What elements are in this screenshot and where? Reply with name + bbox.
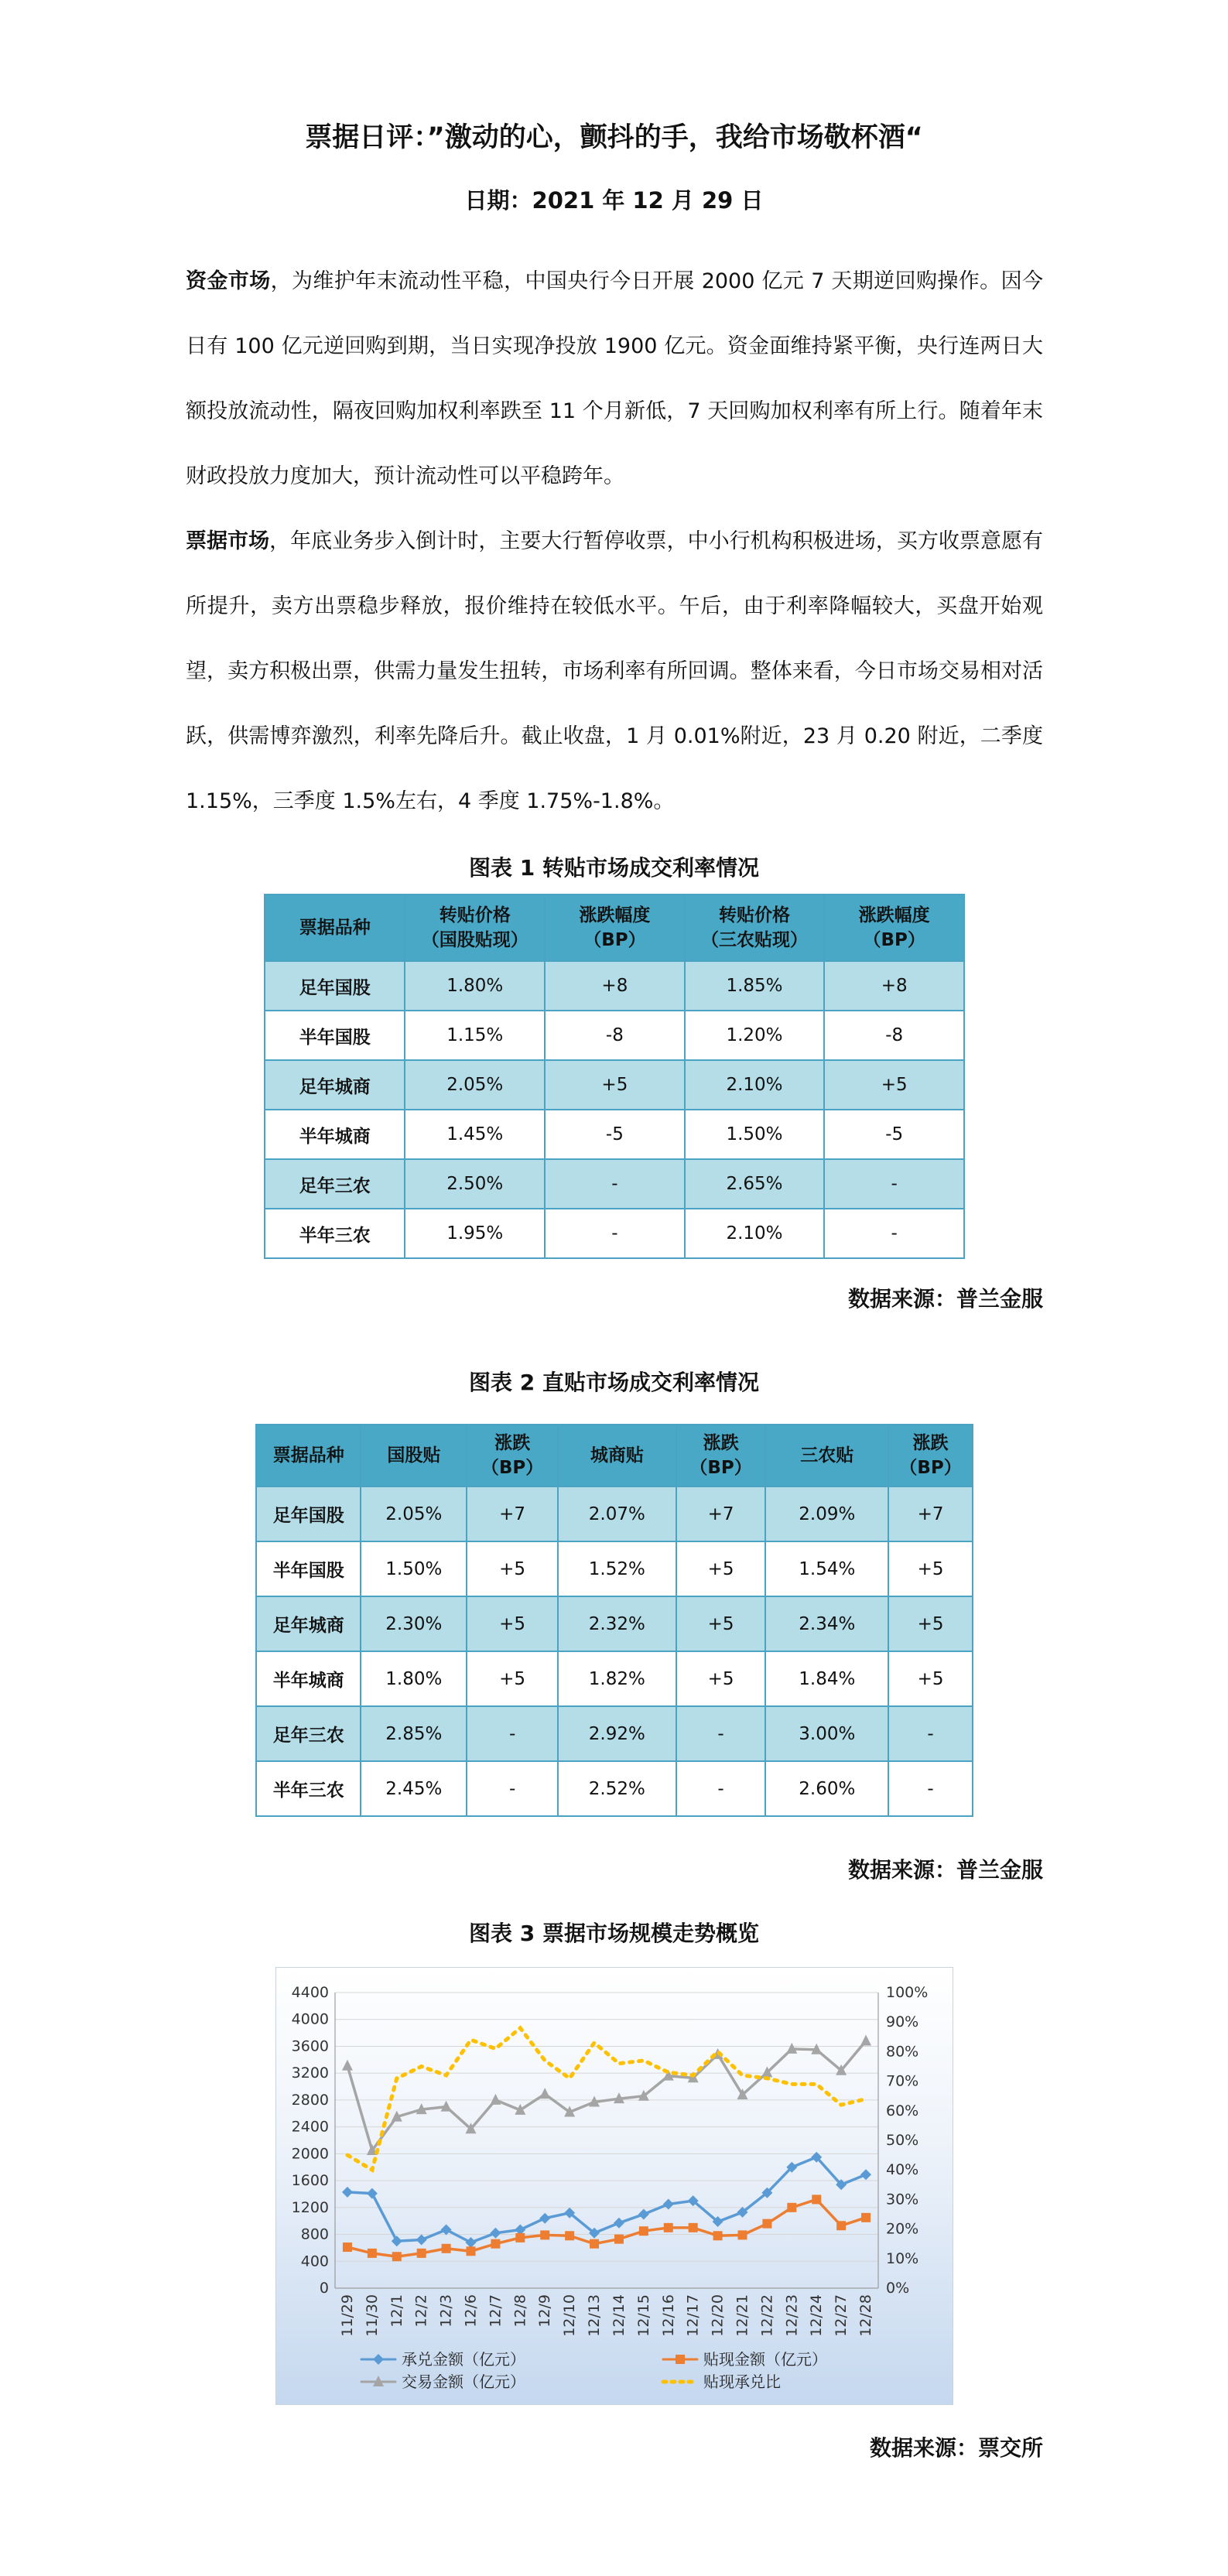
table-cell: +5 (545, 1060, 685, 1110)
x-tick-label: 12/14 (610, 2294, 628, 2337)
chart-svg (276, 1968, 954, 2406)
table-cell: 2.65% (685, 1159, 825, 1209)
data-point (342, 2187, 353, 2198)
table-row (256, 1651, 973, 1706)
table-cell: 1.54% (765, 1541, 888, 1596)
x-tick-label: 12/17 (684, 2294, 702, 2337)
table-cell: -5 (824, 1110, 964, 1159)
x-tick-label: 11/30 (363, 2294, 381, 2337)
table1-header-2 (545, 895, 685, 961)
table2-caption: 图表 2 直贴市场成交利率情况 (469, 1370, 759, 1395)
series-line-3 (347, 2028, 866, 2170)
table2-header-line: 涨跌 (912, 1433, 949, 1453)
table-cell: - (676, 1761, 766, 1816)
table2-header-line: 城商贴 (590, 1445, 644, 1466)
table-cell: +5 (888, 1651, 973, 1706)
table-cell: - (676, 1706, 766, 1761)
y-tick-label: 400 (300, 2253, 329, 2270)
table2-header-line: （BP） (481, 1458, 544, 1478)
data-point (467, 2246, 476, 2256)
table2-header-3 (558, 1425, 676, 1486)
table-cell: 1.15% (405, 1011, 545, 1060)
table-cell: +5 (467, 1541, 558, 1596)
table1-header-3 (685, 895, 825, 961)
table2-source: 数据来源：普兰金服 (847, 1857, 1043, 1883)
table2-header-0 (256, 1425, 361, 1486)
table1-header-line: （国股贴现） (421, 930, 528, 950)
x-tick-label: 12/3 (437, 2294, 455, 2328)
y-tick-label: 2000 (291, 2145, 329, 2163)
table-cell: 2.10% (685, 1060, 825, 1110)
data-point (713, 2231, 723, 2240)
row-label: 足年城商 (265, 1060, 405, 1110)
data-point (368, 2249, 377, 2258)
row-label: 半年三农 (265, 1209, 405, 1258)
data-point (392, 2236, 402, 2246)
row-label: 足年国股 (256, 1486, 361, 1541)
y-tick-label: 4000 (291, 2010, 329, 2028)
table-cell: 1.80% (405, 961, 545, 1011)
table-row (265, 1110, 964, 1159)
table-cell: +7 (676, 1486, 766, 1541)
y-tick-label: 2400 (291, 2118, 329, 2136)
legend-marker (676, 2355, 685, 2364)
table-cell: 2.50% (405, 1159, 545, 1209)
data-point (787, 2203, 796, 2212)
x-tick-label: 11/29 (338, 2294, 356, 2337)
data-point (860, 2169, 871, 2180)
table-cell: +7 (467, 1486, 558, 1541)
row-label: 半年国股 (265, 1011, 405, 1060)
y-tick-label: 1600 (291, 2172, 329, 2190)
legend-label: 贴现金额（亿元） (703, 2350, 827, 2369)
table-cell: 2.92% (558, 1706, 676, 1761)
legend-label: 交易金额（亿元） (402, 2372, 525, 2391)
table1-header-4 (824, 895, 964, 961)
data-point (738, 2230, 747, 2239)
table-cell: 1.52% (558, 1541, 676, 1596)
y-tick-label: 800 (300, 2225, 329, 2243)
y-tick-label: 3200 (291, 2065, 329, 2082)
table-cell: 1.20% (685, 1011, 825, 1060)
table-cell: 1.50% (361, 1541, 467, 1596)
y2-tick-label: 0% (886, 2280, 910, 2297)
legend-marker (373, 2354, 384, 2365)
table-cell: +5 (676, 1596, 766, 1651)
x-tick-label: 12/1 (388, 2294, 405, 2328)
table-cell: 2.52% (558, 1761, 676, 1816)
data-point (441, 2224, 452, 2235)
x-tick-label: 12/23 (783, 2294, 801, 2337)
table-row (256, 1596, 973, 1651)
table-cell: -8 (824, 1011, 964, 1060)
table-row (265, 1159, 964, 1209)
table-row (256, 1706, 973, 1761)
table-cell: 1.84% (765, 1651, 888, 1706)
table-row (265, 1011, 964, 1060)
bill-market-text: ，年底业务步入倒计时，主要大行暂停收票，中小行机构积极进场，买方收票意愿有所提升，卖方出票稳步释放，报价维持在较低水平。午后，由于利率降幅较大，买盘开始观望，卖方积极出票，供需力量发生扭转，市场利率有所回调。整体来看，今日市场交易相对活跃，供需博弈激烈，利率先降后升。截止收盘，1 月 0.01%附近，23 月 0.20 附近，二季度 1.15%，三季度 1.5%左右，4 季度 1.75%-1.8%。 (186, 529, 1044, 813)
table-row (265, 1209, 964, 1258)
data-point (836, 2221, 846, 2230)
y-tick-label: 3600 (291, 2037, 329, 2055)
table-cell: - (467, 1706, 558, 1761)
data-point (540, 2230, 549, 2239)
row-label: 半年国股 (256, 1541, 361, 1596)
table-cell: 1.82% (558, 1651, 676, 1706)
data-point (490, 2094, 501, 2105)
table-cell: 2.09% (765, 1486, 888, 1541)
table2-header-line: 涨跌 (703, 1433, 739, 1453)
x-tick-label: 12/9 (536, 2294, 554, 2328)
table-cell: 1.45% (405, 1110, 545, 1159)
table2-header-4 (676, 1425, 766, 1486)
x-tick-label: 12/6 (462, 2294, 480, 2328)
x-tick-label: 12/27 (833, 2294, 850, 2337)
table1-source: 数据来源：普兰金服 (847, 1286, 1043, 1312)
rediscount-rate-table (264, 894, 965, 1259)
x-tick-label: 12/21 (734, 2294, 751, 2337)
legend-label: 贴现承兑比 (703, 2372, 781, 2391)
data-point (590, 2239, 599, 2249)
row-label: 足年城商 (256, 1596, 361, 1651)
data-point (342, 2060, 353, 2071)
table2-header-1 (361, 1425, 467, 1486)
table-cell: 2.30% (361, 1596, 467, 1651)
table-cell: - (545, 1209, 685, 1258)
data-point (762, 2219, 771, 2229)
table2-header-5 (765, 1425, 888, 1486)
table-cell: 1.80% (361, 1651, 467, 1706)
table-cell: 2.07% (558, 1486, 676, 1541)
y2-tick-label: 70% (886, 2072, 919, 2090)
data-point (812, 2195, 821, 2204)
table-cell: +5 (676, 1541, 766, 1596)
series-line-2 (347, 2041, 866, 2151)
y2-tick-label: 90% (886, 2013, 919, 2031)
data-point (664, 2223, 673, 2232)
table-cell: -8 (545, 1011, 685, 1060)
row-label: 半年三农 (256, 1761, 361, 1816)
table2-header-line: （BP） (689, 1458, 752, 1478)
x-tick-label: 12/13 (586, 2294, 604, 2337)
y2-tick-label: 10% (886, 2249, 919, 2267)
data-point (367, 2188, 378, 2199)
row-label: 半年城商 (265, 1110, 405, 1159)
table2-header-2 (467, 1425, 558, 1486)
table1-header-1 (405, 895, 545, 961)
row-label: 足年国股 (265, 961, 405, 1011)
money-market-text: ，为维护年末流动性平稳，中国央行今日开展 2000 亿元 7 天期逆回购操作。因今日有 100 亿元逆回购到期，当日实现净投放 1900 亿元。资金面维持紧平衡，央行连两日大额投放流动性，隔夜回购加权利率跌至 11 个月新低，7 天回购加权利率有所上行。随着年末财政投放力度加大，预计流动性可以平稳跨年。 (186, 269, 1043, 488)
x-tick-label: 12/2 (412, 2294, 430, 2328)
direct-discount-rate-table (255, 1424, 973, 1817)
bill-market-scale-chart (275, 1967, 953, 2405)
y-tick-label: 2800 (291, 2091, 329, 2109)
chart-source: 数据来源：票交所 (869, 2435, 1043, 2461)
data-point (539, 2088, 550, 2099)
table1-header-line: （BP） (583, 930, 646, 950)
x-tick-label: 12/8 (511, 2294, 529, 2328)
table-cell: 2.34% (765, 1596, 888, 1651)
table-cell: +5 (467, 1596, 558, 1651)
table-cell: +8 (545, 961, 685, 1011)
bill-market-lead: 票据市场 (186, 529, 270, 553)
table-row (256, 1541, 973, 1596)
y2-tick-label: 60% (886, 2102, 919, 2119)
x-tick-label: 12/20 (709, 2294, 727, 2337)
table2-header-row (256, 1425, 973, 1486)
table-cell: -5 (545, 1110, 685, 1159)
data-point (343, 2242, 352, 2252)
table-cell: - (888, 1706, 973, 1761)
data-point (689, 2223, 698, 2232)
table-cell: 2.60% (765, 1761, 888, 1816)
table-cell: 1.95% (405, 1209, 545, 1258)
data-point (515, 2233, 525, 2242)
y2-tick-label: 80% (886, 2043, 919, 2061)
table1-header-line: 票据品种 (299, 918, 371, 938)
table-row (265, 1060, 964, 1110)
x-tick-label: 12/7 (487, 2294, 505, 2328)
series-line-0 (347, 2157, 866, 2242)
x-tick-label: 12/16 (659, 2294, 677, 2337)
table2-header-line: 票据品种 (272, 1445, 344, 1466)
table-cell: 2.85% (361, 1706, 467, 1761)
y2-tick-label: 30% (886, 2191, 919, 2208)
x-tick-label: 12/28 (857, 2294, 875, 2337)
table-cell: +5 (467, 1651, 558, 1706)
table1-header-line: 涨跌幅度 (858, 905, 930, 925)
table-cell: - (824, 1209, 964, 1258)
data-point (639, 2226, 648, 2236)
data-point (663, 2198, 674, 2209)
table-cell: - (545, 1159, 685, 1209)
data-point (491, 2239, 500, 2249)
table-cell: - (467, 1761, 558, 1816)
table1-caption: 图表 1 转贴市场成交利率情况 (469, 855, 759, 881)
table2-header-line: 国股贴 (387, 1445, 441, 1466)
x-tick-label: 12/10 (561, 2294, 579, 2337)
table1-header-0 (265, 895, 405, 961)
legend-label: 承兑金额（亿元） (402, 2350, 525, 2369)
table-row (256, 1486, 973, 1541)
table1-header-row (265, 895, 964, 961)
x-tick-label: 12/22 (758, 2294, 776, 2337)
row-label: 足年三农 (265, 1159, 405, 1209)
table-cell: +8 (824, 961, 964, 1011)
data-point (466, 2237, 477, 2248)
table-cell: +5 (676, 1651, 766, 1706)
y-tick-label: 4400 (291, 1984, 329, 2001)
table1-header-line: 转贴价格 (719, 905, 791, 925)
table2-header-line: 三农贴 (800, 1445, 854, 1466)
table-cell: +7 (888, 1486, 973, 1541)
y2-tick-label: 40% (886, 2161, 919, 2179)
table-cell: 2.05% (361, 1486, 467, 1541)
table-cell: - (824, 1159, 964, 1209)
data-point (860, 2035, 871, 2046)
table2-header-6 (888, 1425, 973, 1486)
bill-market-paragraph (186, 509, 1043, 834)
table-cell: +5 (824, 1060, 964, 1110)
table1-header-line: （BP） (863, 930, 925, 950)
y2-tick-label: 20% (886, 2220, 919, 2238)
table-cell: 2.32% (558, 1596, 676, 1651)
table2-header-line: 涨跌 (494, 1433, 531, 1453)
table1-header-line: （三农贴现） (701, 930, 809, 950)
data-point (416, 2234, 427, 2245)
y2-tick-label: 50% (886, 2132, 919, 2149)
table-cell: 2.10% (685, 1209, 825, 1258)
chart-caption: 图表 3 票据市场规模走势概览 (469, 1921, 759, 1946)
table1-header-line: 涨跌幅度 (579, 905, 651, 925)
row-label: 足年三农 (256, 1706, 361, 1761)
table-cell: 2.05% (405, 1060, 545, 1110)
table-row (256, 1761, 973, 1816)
x-tick-label: 12/15 (635, 2294, 652, 2337)
x-tick-label: 12/24 (808, 2294, 826, 2337)
table1-header-line: 转贴价格 (439, 905, 511, 925)
money-market-paragraph (186, 249, 1043, 509)
table2-header-line: （BP） (899, 1458, 962, 1478)
data-point (565, 2231, 574, 2240)
data-point (490, 2228, 501, 2239)
data-point (861, 2213, 871, 2222)
data-point (442, 2244, 451, 2253)
data-point (614, 2218, 624, 2229)
data-point (417, 2249, 426, 2258)
table-cell: 1.85% (685, 961, 825, 1011)
data-point (614, 2235, 624, 2244)
table-cell: - (888, 1761, 973, 1816)
data-point (392, 2252, 402, 2261)
report-date: 日期：2021 年 12 月 29 日 (464, 187, 764, 214)
table-cell: 2.45% (361, 1761, 467, 1816)
row-label: 半年城商 (256, 1651, 361, 1706)
table-cell: 1.50% (685, 1110, 825, 1159)
data-point (539, 2213, 550, 2224)
page-title: 票据日评：”激动的心，颤抖的手，我给市场敬杯酒“ (305, 122, 923, 153)
data-point (638, 2209, 649, 2220)
table-row (265, 961, 964, 1011)
table-cell: +5 (888, 1541, 973, 1596)
table-cell: +5 (888, 1596, 973, 1651)
y-tick-label: 0 (319, 2280, 329, 2297)
y-tick-label: 1200 (291, 2198, 329, 2216)
table-cell: 3.00% (765, 1706, 888, 1761)
y2-tick-label: 100% (886, 1984, 929, 2001)
money-market-lead: 资金市场 (186, 269, 271, 293)
